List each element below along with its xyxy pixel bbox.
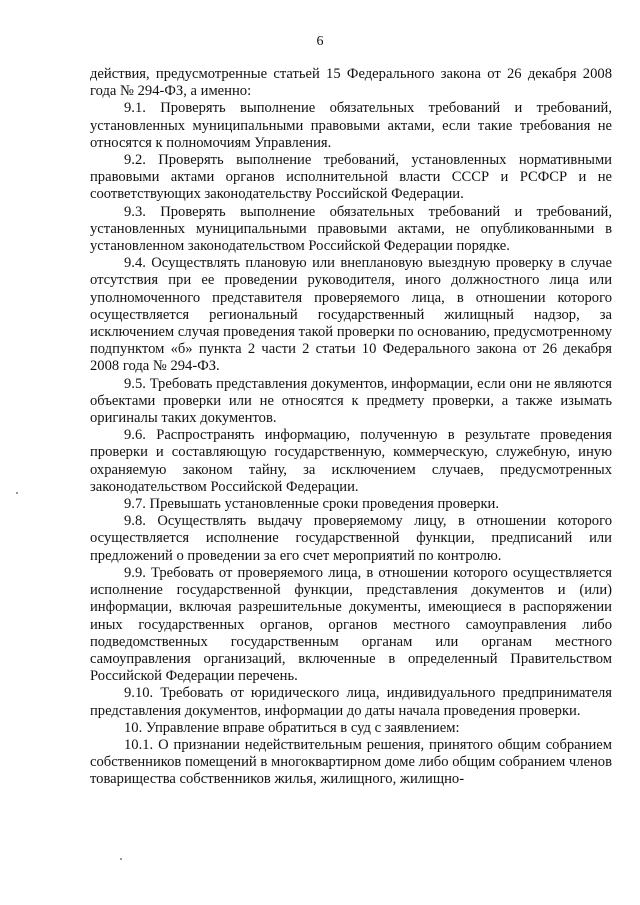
paragraph-9-8: 9.8. Осуществлять выдачу проверяемому лицу, в отношении которого осуществляется исполнение государственной функции, предписаний или предложений о проведении за его счет мероприятий по контролю. — [90, 513, 612, 564]
paragraph-9-2: 9.2. Проверять выполнение требований, установленных нормативными правовыми актами органов исполнительной власти СССР и РСФСР и не соответствующих законодательству Российской Федерации. — [90, 152, 612, 203]
paragraph-9-3: 9.3. Проверять выполнение обязательных требований и требований, установленных муниципальными правовыми актами, не опубликованными в установленном законодательством Российской Федерации порядке. — [90, 203, 612, 255]
paragraph-9-6: 9.6. Распространять информацию, полученную в результате проведения проверки и составляющую государственную, коммерческую, служебную, иную охраняемую законом тайну, за исключением случаев, предусмотренных законодательством Российской Федерации. — [90, 427, 612, 495]
scan-speck — [120, 858, 122, 860]
paragraph-9-1: 9.1. Проверять выполнение обязательных требований и требований, установленных муниципальными правовыми актами, если такие требования не относятся к полномочиям Управления. — [90, 100, 612, 151]
document-body — [90, 66, 612, 789]
paragraph-9-10: 9.10. Требовать от юридического лица, индивидуального предпринимателя представления документов, информации до даты начала проведения проверки. — [90, 685, 612, 719]
paragraph-9-9: 9.9. Требовать от проверяемого лица, в отношении которого осуществляется исполнение государственной функции, представления документов и (или) информации, включая разрешительные документы, имеющиеся в распоряжении иных государственных органов, органов местного самоуправления либо подведомственных государственным органам или органам местного самоуправления организаций, включенные в определенный Правительством Российской Федерации перечень. — [90, 564, 612, 685]
paragraph-10: 10. Управление вправе обратиться в суд с заявлением: — [124, 719, 460, 736]
paragraph-9-4: 9.4. Осуществлять плановую или внеплановую выездную проверку в случае отсутствия при ее проведении руководителя, иного должностного лица или уполномоченного представителя проверяемого лица, в отношении которого осуществляется региональный государственный жилищный надзор, за исключением случая проведения такой проверки по основанию, предусмотренному подпунктом «б» пункта 2 части 2 статьи 10 Федерального закона от 26 декабря 2008 года № 294-ФЗ. — [90, 255, 612, 375]
page-number: 6 — [316, 34, 324, 49]
paragraph-10-1: 10.1. О признании недействительным решения, принятого общим собранием собственников помещений в многоквартирном доме либо общим собранием членов товарищества собственников жилья, жилищного, жилищно- — [90, 736, 612, 788]
paragraph-9-7: 9.7. Превышать установленные сроки проведения проверки. — [124, 496, 500, 513]
paragraph-9-5: 9.5. Требовать представления документов, информации, если они не являются объектами проверки или не относятся к предмету проверки, а также изымать оригиналы таких документов. — [90, 375, 612, 427]
scan-speck — [16, 492, 18, 494]
paragraph-intro: действия, предусмотренные статьей 15 Федерального закона от 26 декабря 2008 года № 294-ФЗ, а именно: — [90, 66, 612, 100]
